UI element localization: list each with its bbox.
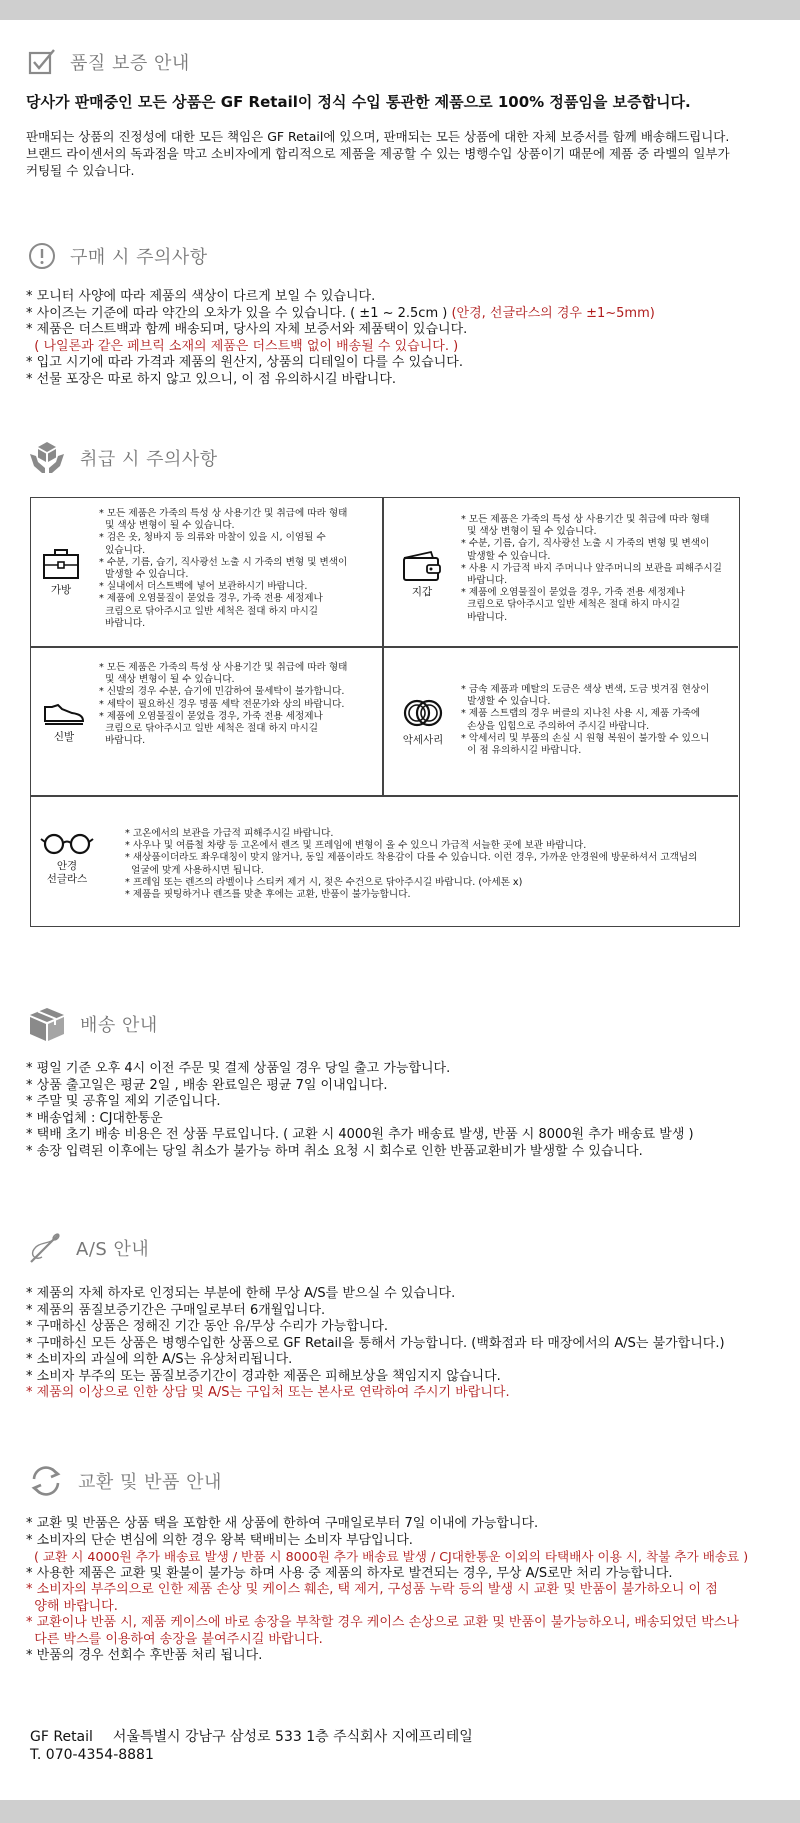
- care-line: * 모든 제품은 가죽의 특성 상 사용기간 및 취급에 따라 형태: [99, 662, 348, 673]
- as-line: * 소비자의 과실에 의한 A/S는 유상처리됩니다.: [26, 1352, 293, 1367]
- shoes-cell-icon: [39, 701, 89, 744]
- purchase-line-red: (안경, 선글라스의 경우 ±1~5mm): [451, 305, 655, 321]
- care-line: * 프레임 또는 렌즈의 라벨이나 스티커 제거 시, 젖은 수건으로 닦아주시길 바랍니다. (아세톤 x): [125, 876, 523, 888]
- care-line: * 실내에서 더스트백에 넣어 보관하시기 바랍니다.: [99, 581, 308, 593]
- top-bar: [0, 0, 800, 20]
- care-line: * 모든 제품은 가죽의 특성 상 사용기간 및 취급에 따라 형태: [461, 514, 710, 525]
- wallet-icon: [401, 550, 443, 582]
- exchange-line-red: * 소비자의 부주의으로 인한 제품 손상 및 케이스 훼손, 택 제거, 구성품 누락 등의 발생 시 교환 및 반품이 불가하오니 이 점: [26, 1582, 718, 1597]
- delivery-line: * 주말 및 공휴일 제외 기준입니다.: [26, 1094, 221, 1109]
- refresh-icon: [28, 1463, 64, 1499]
- quality-lead: 당사가 판매중인 모든 상품은 GF Retail이 정식 수입 통관한 제품으로 100% 정품임을 보증합니다.: [26, 93, 691, 111]
- shoe-icon: [42, 701, 86, 727]
- quality-paragraph-line: 판매되는 상품의 진정성에 대한 모든 책임은 GF Retail에 있으며, 판매되는 모든 상품에 대한 자체 보증서를 함께 배송해드립니다.: [26, 129, 730, 144]
- purchase-line-text: * 사이즈는 기준에 따라 약간의 오차가 있을 수 있습니다. ( ±1 ~ 2.5cm ): [26, 305, 452, 321]
- as-line: * 제품의 자체 하자로 인정되는 부분에 한해 무상 A/S를 받으실 수 있습니다.: [26, 1286, 456, 1301]
- care-line: 있습니다.: [99, 544, 146, 556]
- care-line: 발생할 수 있습니다.: [99, 569, 189, 581]
- purchase-notes: [26, 289, 778, 388]
- footer-address-line: [30, 1728, 473, 1746]
- accessory-cell-icon: [395, 696, 451, 747]
- care-line: * 사용 시 가급적 바지 주머니나 앞주머니의 보관을 피해주시길: [461, 562, 722, 574]
- care-line: * 제품에 오염물질이 묻었을 경우, 가죽 전용 세정제나: [461, 587, 685, 599]
- exchange-line: * 교환 및 반품은 상품 택을 포함한 새 상품에 한하여 구매일로부터 7일 이내에 가능합니다.: [26, 1516, 539, 1531]
- quality-header: [28, 44, 190, 80]
- care-line: 및 색상 변형이 될 수 있습니다.: [461, 526, 597, 538]
- care-line: 발생할 수 있습니다.: [461, 696, 551, 708]
- as-line: * 구매하신 모든 상품은 병행수입한 상품으로 GF Retail을 통해서 가능합니다. (백화점과 타 매장에서의 A/S는 불가합니다.): [26, 1335, 725, 1351]
- care-line: 바랍니다.: [99, 735, 146, 747]
- care-title: 취급 시 주의사항: [80, 449, 218, 470]
- table-divider: [31, 646, 738, 648]
- care-line: * 고온에서의 보관을 가급적 피해주시길 바랍니다.: [125, 828, 334, 839]
- care-line: * 제품 스트랩의 경우 버클의 지나친 사용 시, 제품 가죽에: [461, 708, 701, 720]
- glasses-icon: [40, 832, 94, 856]
- glasses-label: 안경: [56, 860, 78, 872]
- bag-care-text: [99, 508, 347, 630]
- wallet-label: 지갑: [411, 586, 433, 598]
- care-line: * 제품을 핏팅하거나 렌즈를 맞춘 후에는 교환, 반품이 불가능합니다.: [125, 889, 411, 901]
- exchange-line: * 반품의 경우 선회수 후반품 처리 됩니다.: [26, 1648, 263, 1663]
- footer: [30, 1728, 473, 1764]
- delivery-line: * 송장 입력된 이후에는 당일 취소가 불가능 하며 취소 요청 시 회수로 인한 반품교환비가 발생할 수 있습니다.: [26, 1143, 643, 1159]
- care-line: 바랍니다.: [99, 617, 146, 629]
- quality-paragraph-line: 브랜드 라이센서의 독과점을 막고 소비자에게 합리적으로 제품을 제공할 수 있는 병행수입 상품이기 때문에 제품 중 라벨의 일부가: [26, 146, 730, 161]
- exchange-line-red: * 교환이나 반품 시, 제품 케이스에 바로 송장을 부착할 경우 케이스 손상으로 교환 및 반품이 불가능하오니, 배송되었던 박스나: [26, 1615, 739, 1630]
- quality-title: 품질 보증 안내: [70, 53, 190, 74]
- exchange-line: * 사용한 제품은 교환 및 환불이 불가능 하며 사용 중 제품의 하자로 발견되는 경우, 무상 A/S로만 처리 가능합니다.: [26, 1565, 673, 1581]
- purchase-line: * 제품은 더스트백과 함께 배송되며, 당사의 자체 보증서와 제품택이 있습니다.: [26, 322, 468, 337]
- purchase-line: * 선물 포장은 따로 하지 않고 있으니, 이 점 유의하시길 바랍니다.: [26, 371, 397, 387]
- care-line: * 수분, 기름, 습기, 직사광선 노출 시 가죽의 변형 및 변색이: [99, 556, 348, 568]
- delivery-line: * 상품 출고일은 평균 2일 , 배송 완료일은 평균 7일 이내입니다.: [26, 1077, 388, 1093]
- care-line: 손상을 입힘으로 주의하여 주시길 바랍니다.: [461, 720, 650, 732]
- purchase-title: 구매 시 주의사항: [70, 247, 208, 268]
- as-header: [28, 1230, 149, 1266]
- as-line: * 소비자 부주의 또는 품질보증기간이 경과한 제품은 피해보상을 책임지지 않습니다.: [26, 1368, 501, 1384]
- bottom-bar: [0, 1800, 800, 1823]
- bag-label: 가방: [50, 584, 72, 596]
- hands-box-icon: [28, 440, 66, 476]
- purchase-line: * 입고 시기에 따라 가격과 제품의 원산지, 상품의 디테일이 다를 수 있습니다.: [26, 355, 463, 370]
- sunglasses-label: 선글라스: [46, 873, 88, 885]
- care-line: * 새상품이더라도 좌우대칭이 맞지 않거나, 동일 제품이라도 착용감이 다를 수 있습니다. 이런 경우, 가까운 안경원에 방문하셔서 고객님의: [125, 852, 698, 864]
- shoes-label: 신발: [53, 731, 75, 743]
- care-line: * 모든 제품은 가죽의 특성 상 사용기간 및 취급에 따라 형태: [99, 508, 348, 519]
- delivery-title: 배송 안내: [80, 1015, 158, 1036]
- as-notes: [26, 1286, 778, 1402]
- care-line: 크림으로 닦아주시고 일반 세척은 절대 하지 마시길: [99, 723, 319, 735]
- care-line: * 금속 제품과 메탈의 도금은 색상 변색, 도금 벗겨짐 현상이: [461, 684, 710, 695]
- needle-thread-icon: [28, 1231, 62, 1265]
- care-line: * 신발의 경우 수분, 습기에 민감하여 물세탁이 불가합니다.: [99, 686, 345, 698]
- footer-company: GF Retail: [30, 1729, 93, 1745]
- purchase-line: [26, 306, 778, 323]
- accessory-care-text: [461, 684, 709, 757]
- care-line: * 제품에 오염물질이 묻었을 경우, 가죽 전용 세정제나: [99, 593, 323, 605]
- delivery-header: [28, 1006, 158, 1042]
- wallet-cell-icon: [397, 550, 447, 599]
- quality-paragraph-line: 커팅될 수 있습니다.: [26, 163, 135, 178]
- quality-paragraph: [26, 128, 778, 179]
- exchange-title: 교환 및 반품 안내: [78, 1472, 222, 1493]
- exchange-line-red: 양해 바랍니다.: [26, 1598, 118, 1614]
- care-line: 바랍니다.: [461, 611, 508, 623]
- exchange-notes: [26, 1516, 778, 1665]
- care-line: * 제품에 오염물질이 묻었을 경우, 가죽 전용 세정제나: [99, 710, 323, 722]
- delivery-notes: [26, 1061, 778, 1160]
- care-line: 크림으로 닦아주시고 일반 세척은 절대 하지 마시길: [461, 599, 681, 611]
- rings-icon: [401, 696, 445, 730]
- exchange-header: [28, 1463, 222, 1499]
- as-line-red: * 제품의 이상으로 인한 상담 및 A/S는 구입처 또는 본사로 연락하여 주시기 바랍니다.: [26, 1385, 510, 1400]
- briefcase-icon: [42, 548, 80, 580]
- care-line: * 세탁이 필요하신 경우 명품 세탁 전문가와 상의 바랍니다.: [99, 698, 345, 710]
- as-line: * 제품의 품질보증기간은 구매일로부터 6개월입니다.: [26, 1302, 326, 1318]
- purchase-line: * 모니터 사양에 따라 제품의 색상이 다르게 보일 수 있습니다.: [26, 289, 376, 304]
- delivery-line: * 배송업체 : CJ대한통운: [26, 1110, 163, 1126]
- alert-circle-icon: [28, 242, 56, 270]
- delivery-line: * 택배 초기 배송 비용은 전 상품 무료입니다. ( 교환 시 4000원 추가 배송료 발생, 반품 시 8000원 추가 배송료 발생 ): [26, 1127, 694, 1142]
- box-icon: [28, 1006, 66, 1042]
- exchange-line-red: ( 교환 시 4000원 추가 배송료 발생 / 반품 시 8000원 추가 배송료 발생 / CJ대한통운 이외의 타택배사 이용 시, 착불 추가 배송료 ): [26, 1549, 749, 1564]
- purchase-line-red: ( 나일론과 같은 페브릭 소재의 제품은 더스트백 없이 배송될 수 있습니다. ): [26, 338, 459, 354]
- care-line: * 사우나 및 여름철 차량 등 고온에서 렌즈 및 프레임에 변형이 올 수 있으니 가급적 서늘한 곳에 보관 바랍니다.: [125, 840, 587, 852]
- care-table: [30, 497, 740, 927]
- care-line: 및 색상 변형이 될 수 있습니다.: [99, 674, 235, 686]
- exchange-line: * 소비자의 단순 변심에 의한 경우 왕복 택배비는 소비자 부담입니다.: [26, 1532, 413, 1548]
- care-header: [28, 440, 218, 476]
- as-title: A/S 안내: [76, 1239, 150, 1260]
- as-line: * 구매하신 상품은 정해진 기간 동안 유/무상 수리가 가능합니다.: [26, 1319, 389, 1334]
- care-line: 바랍니다.: [461, 575, 508, 587]
- footer-address: 서울특별시 강남구 삼성로 533 1층 주식회사 지에프리테일: [112, 1729, 473, 1745]
- shoes-care-text: [99, 662, 347, 747]
- glasses-cell-icon: [37, 832, 97, 886]
- table-divider: [382, 498, 384, 797]
- checkbox-icon: [28, 48, 56, 76]
- care-line: * 수분, 기름, 습기, 직사광선 노출 시 가죽의 변형 및 변색이: [461, 538, 710, 550]
- care-line: 발생할 수 있습니다.: [461, 550, 551, 562]
- exchange-line-red: 다른 박스를 이용하여 송장을 붙여주시길 바랍니다.: [26, 1631, 323, 1647]
- purchase-header: [28, 238, 208, 274]
- care-line: 이 점 유의하시길 바랍니다.: [461, 745, 582, 757]
- care-line: 및 색상 변형이 될 수 있습니다.: [99, 520, 235, 532]
- glasses-care-text: [125, 828, 697, 901]
- bag-cell-icon: [39, 548, 83, 597]
- wallet-care-text: [461, 514, 722, 624]
- care-line: * 검은 옷, 청바지 등 의류와 마찰이 있을 시, 이염될 수: [99, 532, 326, 544]
- care-line: * 악세서리 및 부품의 손실 시 원형 복원이 불가할 수 있으니: [461, 732, 710, 744]
- accessory-label: 악세사리: [402, 734, 444, 746]
- care-line: 얼굴에 맞게 사용하시면 됩니다.: [125, 864, 264, 876]
- delivery-line: * 평일 기준 오후 4시 이전 주문 및 결제 상품일 경우 당일 출고 가능합니다.: [26, 1061, 451, 1076]
- care-line: 크림으로 닦아주시고 일반 세척은 절대 하지 마시길: [99, 605, 319, 617]
- table-divider: [31, 795, 738, 797]
- footer-phone: T. 070-4354-8881: [30, 1747, 154, 1763]
